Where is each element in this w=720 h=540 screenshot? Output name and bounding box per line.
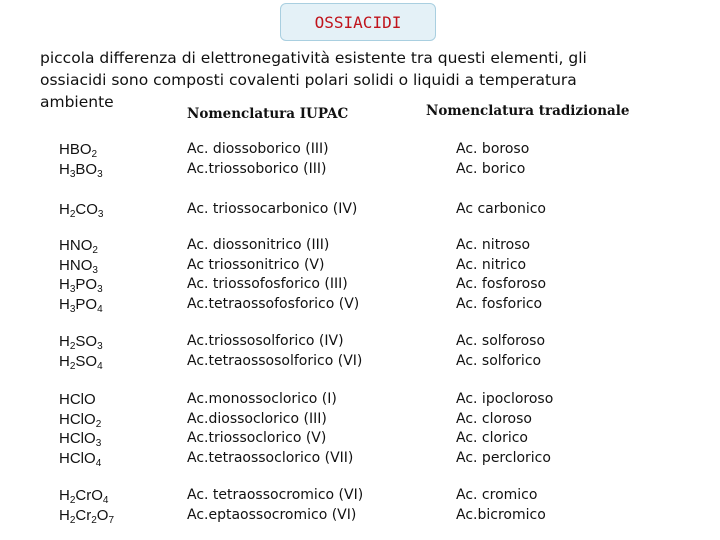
traditional-name: Ac carbonico — [456, 201, 546, 217]
element-symbol: O — [84, 410, 96, 428]
subscript: 3 — [97, 284, 103, 295]
iupac-cell — [187, 236, 359, 314]
subscript: 2 — [69, 360, 76, 372]
element-symbol: C — [75, 201, 87, 218]
subscript: 3 — [69, 303, 76, 315]
subscript: 3 — [97, 209, 104, 220]
element-symbol: H — [59, 352, 70, 370]
element-symbol: O — [85, 295, 98, 313]
element-symbol: O — [79, 141, 92, 158]
formula — [59, 295, 103, 315]
element-symbol: P — [75, 295, 86, 313]
traditional-name: Ac. boroso — [456, 141, 530, 157]
iupac-name: Ac. tetraossocromico (VI) — [187, 487, 364, 503]
subscript: 2 — [69, 209, 76, 220]
iupac-name: Ac.triossoclorico (V) — [187, 430, 327, 446]
subscript: 2 — [95, 418, 102, 430]
formula — [59, 486, 114, 506]
traditional-name: Ac.bicromico — [456, 506, 546, 523]
formula-cell — [59, 236, 103, 314]
header-traditional: Nomenclatura tradizionale — [426, 103, 630, 119]
element-symbol: H — [59, 256, 70, 274]
intro-text: piccola differenza di elettronegatività esistente tra questi elementi, gli ossiacidi sono composti covalenti polari solidi o liquidi a temperatura ambiente — [40, 49, 587, 111]
title-box — [280, 3, 436, 41]
iupac-name: Ac.diossoclorico (III) — [187, 410, 327, 427]
traditional-cell — [456, 200, 546, 220]
element-symbol: O — [85, 276, 98, 293]
formula-cell — [59, 140, 103, 179]
element-symbol: O — [84, 430, 96, 447]
iupac-cell — [187, 332, 362, 371]
iupac-name: Ac.eptaossocromico (VI) — [187, 506, 357, 523]
subscript: 3 — [69, 168, 76, 180]
subscript: 4 — [95, 457, 102, 469]
element-symbol: Cl — [69, 449, 85, 467]
element-symbol: H — [59, 333, 70, 350]
traditional-name: Ac. clorico — [456, 430, 528, 446]
element-symbol: H — [59, 410, 70, 428]
element-symbol: Cr — [75, 506, 92, 524]
subscript: 4 — [97, 360, 103, 372]
formula-cell — [59, 390, 101, 468]
formula — [59, 140, 103, 160]
formula — [59, 236, 103, 256]
formula — [59, 506, 114, 526]
element-symbol: O — [91, 487, 103, 504]
element-symbol: H — [59, 449, 70, 467]
element-symbol: H — [59, 237, 70, 254]
element-symbol: P — [75, 276, 86, 293]
formula — [59, 275, 103, 295]
iupac-name: Ac.triossoborico (III) — [187, 160, 327, 177]
traditional-name: Ac. cromico — [456, 487, 538, 503]
formula — [59, 256, 103, 276]
subscript: 3 — [95, 438, 102, 449]
subscript: 2 — [91, 149, 98, 160]
iupac-name: Ac.tetraossofosforico (V) — [187, 295, 360, 312]
element-symbol: Cr — [75, 487, 92, 504]
traditional-cell — [456, 140, 529, 179]
traditional-name: Ac. perclorico — [456, 449, 551, 466]
iupac-cell — [187, 200, 357, 220]
traditional-name: Ac. solforoso — [456, 333, 546, 349]
element-symbol: O — [85, 352, 98, 370]
element-symbol: O — [84, 449, 96, 467]
subscript: 2 — [92, 245, 98, 256]
element-symbol: H — [59, 141, 70, 158]
element-symbol: H — [59, 506, 70, 524]
subscript: 4 — [97, 303, 103, 315]
subscript: 4 — [102, 495, 109, 506]
page-title: OSSIACIDI — [314, 12, 402, 32]
traditional-cell — [456, 390, 553, 468]
element-symbol: H — [59, 160, 70, 178]
element-symbol: Cl — [69, 391, 85, 408]
subscript: 3 — [97, 341, 103, 352]
traditional-name: Ac. nitroso — [456, 237, 531, 253]
element-symbol: O — [85, 160, 98, 178]
formula-cell — [59, 332, 103, 371]
subscript: 2 — [91, 514, 97, 526]
formula — [59, 410, 101, 430]
element-symbol: O — [80, 256, 93, 274]
subscript: 2 — [69, 341, 76, 352]
traditional-cell — [456, 332, 545, 371]
subscript: 2 — [69, 495, 76, 506]
iupac-cell — [187, 140, 329, 179]
subscript: 3 — [92, 264, 98, 276]
formula — [59, 449, 101, 469]
iupac-cell — [187, 486, 363, 525]
iupac-name: Ac. triossocarbonico (IV) — [187, 201, 358, 217]
subscript: 2 — [69, 514, 76, 526]
subscript: 7 — [108, 514, 115, 526]
element-symbol: N — [69, 256, 81, 274]
traditional-name: Ac. ipocloroso — [456, 391, 554, 407]
element-symbol: H — [59, 295, 70, 313]
element-symbol: O — [85, 333, 98, 350]
traditional-name: Ac. nitrico — [456, 256, 527, 273]
formula — [59, 390, 101, 410]
element-symbol: B — [69, 141, 80, 158]
element-symbol: N — [69, 237, 81, 254]
traditional-name: Ac. cloroso — [456, 410, 532, 427]
formula — [59, 429, 101, 449]
element-symbol: Cl — [69, 410, 85, 428]
element-symbol: O — [96, 506, 109, 524]
iupac-cell — [187, 390, 353, 468]
iupac-name: Ac triossonitrico (V) — [187, 256, 325, 273]
element-symbol: O — [84, 391, 96, 408]
formula-cell — [59, 200, 103, 220]
iupac-name: Ac.triossosolforico (IV) — [187, 333, 344, 349]
traditional-name: Ac. borico — [456, 160, 526, 177]
traditional-cell — [456, 236, 546, 314]
element-symbol: B — [75, 160, 86, 178]
element-symbol: S — [75, 352, 86, 370]
element-symbol: H — [59, 430, 70, 447]
element-symbol: O — [86, 201, 98, 218]
element-symbol: H — [59, 487, 70, 504]
traditional-name: Ac. fosforico — [456, 295, 543, 312]
iupac-name: Ac.tetraossosolforico (VI) — [187, 352, 363, 369]
traditional-cell — [456, 486, 546, 525]
iupac-name: Ac.tetraossoclorico (VII) — [187, 449, 354, 466]
traditional-name: Ac. solforico — [456, 352, 542, 369]
element-symbol: H — [59, 276, 70, 293]
header-iupac: Nomenclatura IUPAC — [187, 106, 349, 122]
subscript: 3 — [69, 284, 76, 295]
element-symbol: S — [75, 333, 86, 350]
formula — [59, 352, 103, 372]
iupac-name: Ac. triossofosforico (III) — [187, 276, 348, 292]
formula — [59, 200, 103, 220]
traditional-name: Ac. fosforoso — [456, 276, 547, 292]
iupac-name: Ac. diossoborico (III) — [187, 141, 329, 157]
element-symbol: Cl — [69, 430, 85, 447]
element-symbol: O — [80, 237, 93, 254]
iupac-name: Ac. diossonitrico (III) — [187, 237, 330, 253]
formula-cell — [59, 486, 114, 525]
formula — [59, 160, 103, 180]
element-symbol: H — [59, 201, 70, 218]
subscript: 3 — [97, 168, 103, 180]
element-symbol: H — [59, 391, 70, 408]
formula — [59, 332, 103, 352]
iupac-name: Ac.monossoclorico (I) — [187, 391, 337, 407]
